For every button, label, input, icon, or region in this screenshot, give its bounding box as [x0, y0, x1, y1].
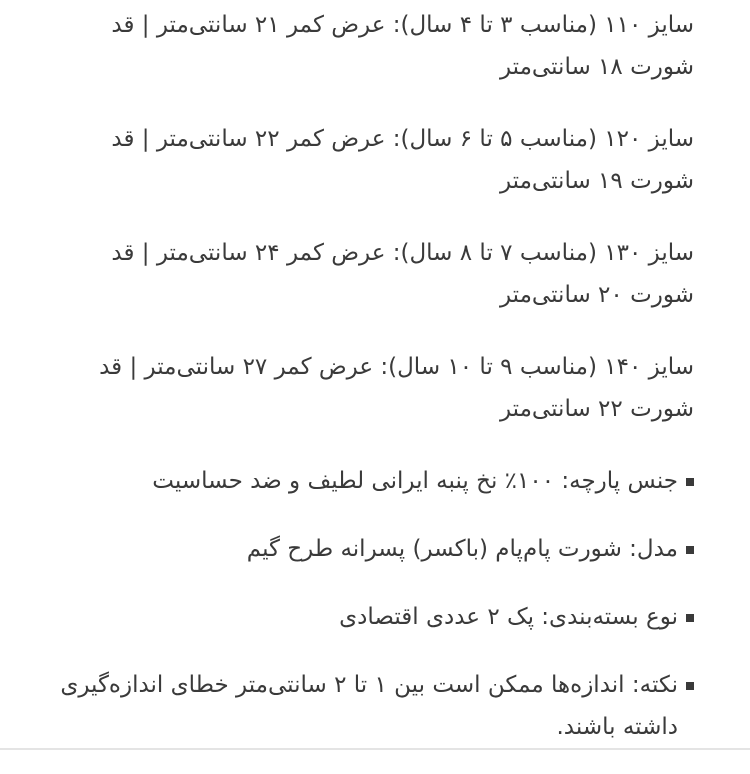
size-spec-130 — [54, 232, 694, 316]
square-bullet-icon — [686, 682, 694, 690]
size-spec-110 — [54, 4, 694, 88]
size-spec-line: سایز ۱۲۰ (مناسب ۵ تا ۶ سال): عرض کمر ۲۲ سانتی‌متر | قد — [111, 126, 694, 152]
size-spec-line: شورت ۲۲ سانتی‌متر — [499, 396, 694, 422]
size-spec-line: سایز ۱۴۰ (مناسب ۹ تا ۱۰ سال): عرض کمر ۲۷ سانتی‌متر | قد — [99, 354, 694, 380]
size-spec-120 — [54, 118, 694, 202]
product-description — [54, 4, 694, 774]
feature-fabric — [54, 460, 694, 502]
feature-note — [54, 664, 694, 748]
feature-text: نوع بسته‌بندی: پک ۲ عددی اقتصادی — [339, 604, 678, 630]
size-spec-line: شورت ۱۹ سانتی‌متر — [499, 168, 694, 194]
feature-packaging — [54, 596, 694, 638]
feature-text: نکته: اندازه‌ها ممکن است بین ۱ تا ۲ سانتی‌متر خطای اندازه‌گیری داشته باشند. — [60, 672, 678, 740]
size-spec-140 — [54, 346, 694, 430]
square-bullet-icon — [686, 478, 694, 486]
size-spec-line: شورت ۱۸ سانتی‌متر — [499, 54, 694, 80]
feature-text: جنس پارچه: ۱۰۰٪ نخ پنبه ایرانی لطیف و ضد حساسیت — [152, 468, 678, 494]
square-bullet-icon — [686, 546, 694, 554]
size-spec-line: سایز ۱۱۰ (مناسب ۳ تا ۴ سال): عرض کمر ۲۱ سانتی‌متر | قد — [111, 12, 694, 38]
feature-model — [54, 528, 694, 570]
feature-text: مدل: شورت پام‌پام (باکسر) پسرانه طرح گیم — [246, 536, 678, 562]
size-spec-line: سایز ۱۳۰ (مناسب ۷ تا ۸ سال): عرض کمر ۲۴ سانتی‌متر | قد — [111, 240, 694, 266]
square-bullet-icon — [686, 614, 694, 622]
size-spec-line: شورت ۲۰ سانتی‌متر — [499, 282, 694, 308]
